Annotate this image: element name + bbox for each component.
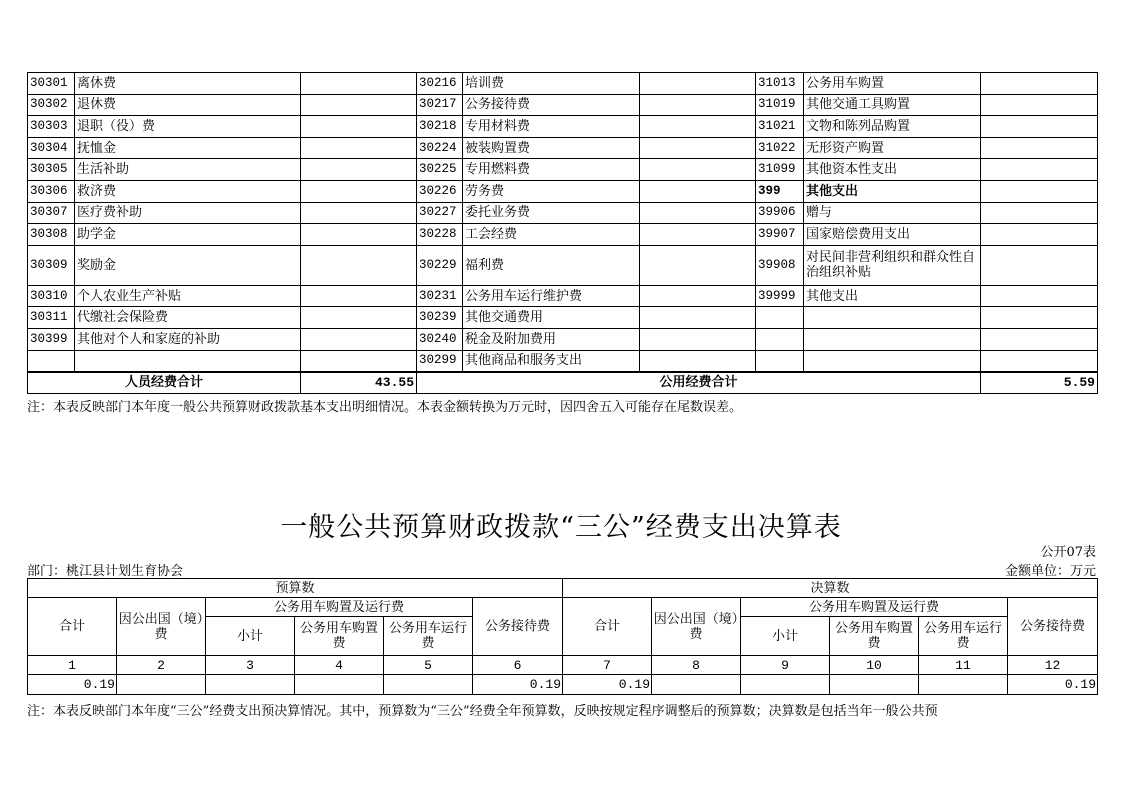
code-cell: 30309 bbox=[28, 245, 75, 285]
code-cell: 31021 bbox=[756, 116, 804, 138]
budget-purchase-header: 公务用车购置费 bbox=[295, 617, 384, 656]
amount-cell bbox=[981, 328, 1098, 350]
amount-cell bbox=[640, 224, 756, 246]
code-cell: 30229 bbox=[417, 245, 463, 285]
name-cell: 其他对个人和家庭的补助 bbox=[75, 328, 301, 350]
code-cell bbox=[756, 307, 804, 329]
code-cell: 30307 bbox=[28, 202, 75, 224]
code-cell: 39907 bbox=[756, 224, 804, 246]
code-cell: 30305 bbox=[28, 159, 75, 181]
code-cell: 30308 bbox=[28, 224, 75, 246]
amount-cell bbox=[301, 245, 417, 285]
table1-note: 注：本表反映部门本年度一般公共预算财政拨款基本支出明细情况。本表金额转换为万元时，因四舍五入可能存在尾数误差。 bbox=[27, 400, 743, 415]
public-total-value: 5.59 bbox=[981, 372, 1098, 394]
budget-operation-header: 公务用车运行费 bbox=[384, 617, 473, 656]
amount-cell bbox=[640, 307, 756, 329]
amount-cell bbox=[640, 328, 756, 350]
value-cell bbox=[117, 675, 206, 695]
totals-row bbox=[28, 372, 1098, 394]
value-cell bbox=[206, 675, 295, 695]
name-cell: 医疗费补助 bbox=[75, 202, 301, 224]
value-cell bbox=[830, 675, 919, 695]
code-cell: 30311 bbox=[28, 307, 75, 329]
value-cell bbox=[295, 675, 384, 695]
table-row bbox=[28, 202, 1098, 224]
name-cell: 专用燃料费 bbox=[463, 159, 640, 181]
name-cell: 文物和陈列品购置 bbox=[804, 116, 981, 138]
code-cell: 399 bbox=[756, 180, 804, 202]
value-cell: 0.19 bbox=[28, 675, 117, 695]
name-cell: 其他商品和服务支出 bbox=[463, 350, 640, 372]
amount-cell bbox=[981, 224, 1098, 246]
amount-cell bbox=[981, 137, 1098, 159]
name-cell: 抚恤金 bbox=[75, 137, 301, 159]
final-vehicle-header: 公务用车购置及运行费 bbox=[741, 598, 1008, 617]
code-cell: 30218 bbox=[417, 116, 463, 138]
code-cell: 39906 bbox=[756, 202, 804, 224]
final-subtotal-header: 小计 bbox=[741, 617, 830, 656]
final-header: 决算数 bbox=[563, 579, 1098, 598]
amount-cell bbox=[981, 116, 1098, 138]
code-cell: 30224 bbox=[417, 137, 463, 159]
form-number: 公开07表 bbox=[1040, 545, 1096, 560]
value-cell: 0.19 bbox=[1008, 675, 1098, 695]
amount-cell bbox=[981, 180, 1098, 202]
name-cell: 其他交通费用 bbox=[463, 307, 640, 329]
amount-cell bbox=[981, 245, 1098, 285]
value-cell bbox=[741, 675, 830, 695]
amount-cell bbox=[981, 73, 1098, 95]
name-cell: 退职（役）费 bbox=[75, 116, 301, 138]
column-number-cell: 8 bbox=[652, 656, 741, 675]
table-row bbox=[28, 350, 1098, 372]
name-cell: 委托业务费 bbox=[463, 202, 640, 224]
name-cell: 无形资产购置 bbox=[804, 137, 981, 159]
code-cell: 31013 bbox=[756, 73, 804, 95]
amount-unit-label: 金额单位：万元 bbox=[1004, 564, 1096, 579]
code-cell: 30231 bbox=[417, 285, 463, 307]
column-number-cell: 4 bbox=[295, 656, 384, 675]
table-row bbox=[28, 94, 1098, 116]
final-abroad-header: 因公出国（境）费 bbox=[652, 598, 741, 656]
code-cell bbox=[756, 350, 804, 372]
column-number-cell: 9 bbox=[741, 656, 830, 675]
code-cell: 30304 bbox=[28, 137, 75, 159]
amount-cell bbox=[981, 94, 1098, 116]
amount-cell bbox=[301, 202, 417, 224]
name-cell bbox=[804, 350, 981, 372]
name-cell: 奖励金 bbox=[75, 245, 301, 285]
three-public-expenses-table bbox=[27, 578, 1098, 695]
code-cell: 30302 bbox=[28, 94, 75, 116]
amount-cell bbox=[640, 180, 756, 202]
department-label: 部门：桃江县计划生育协会 bbox=[27, 564, 184, 579]
personnel-total-label: 人员经费合计 bbox=[28, 372, 301, 394]
amount-cell bbox=[640, 73, 756, 95]
amount-cell bbox=[301, 137, 417, 159]
name-cell: 公务用车购置 bbox=[804, 73, 981, 95]
name-cell: 退休费 bbox=[75, 94, 301, 116]
amount-cell bbox=[301, 350, 417, 372]
amount-cell bbox=[301, 285, 417, 307]
code-cell: 30226 bbox=[417, 180, 463, 202]
name-cell: 其他支出 bbox=[804, 180, 981, 202]
code-cell: 30239 bbox=[417, 307, 463, 329]
public-total-label: 公用经费合计 bbox=[417, 372, 981, 394]
code-cell: 30228 bbox=[417, 224, 463, 246]
column-number-cell: 10 bbox=[830, 656, 919, 675]
values-row bbox=[28, 675, 1098, 695]
code-cell: 30399 bbox=[28, 328, 75, 350]
value-cell: 0.19 bbox=[563, 675, 652, 695]
code-cell: 30217 bbox=[417, 94, 463, 116]
table-row bbox=[28, 224, 1098, 246]
amount-cell bbox=[301, 224, 417, 246]
table-row bbox=[28, 159, 1098, 181]
code-cell: 30303 bbox=[28, 116, 75, 138]
name-cell: 国家赔偿费用支出 bbox=[804, 224, 981, 246]
budget-subtotal-header: 小计 bbox=[206, 617, 295, 656]
name-cell: 其他支出 bbox=[804, 285, 981, 307]
name-cell: 被装购置费 bbox=[463, 137, 640, 159]
amount-cell bbox=[640, 116, 756, 138]
column-number-cell: 11 bbox=[919, 656, 1008, 675]
final-reception-header: 公务接待费 bbox=[1008, 598, 1098, 656]
code-cell: 30310 bbox=[28, 285, 75, 307]
amount-cell bbox=[981, 202, 1098, 224]
code-cell: 30225 bbox=[417, 159, 463, 181]
name-cell: 劳务费 bbox=[463, 180, 640, 202]
name-cell: 其他资本性支出 bbox=[804, 159, 981, 181]
name-cell: 对民间非营利组织和群众性自治组织补贴 bbox=[804, 245, 981, 285]
amount-cell bbox=[640, 94, 756, 116]
name-cell: 救济费 bbox=[75, 180, 301, 202]
amount-cell bbox=[301, 73, 417, 95]
name-cell: 代缴社会保险费 bbox=[75, 307, 301, 329]
table-row bbox=[28, 73, 1098, 95]
amount-cell bbox=[640, 159, 756, 181]
final-operation-header: 公务用车运行费 bbox=[919, 617, 1008, 656]
name-cell: 个人农业生产补贴 bbox=[75, 285, 301, 307]
column-number-row bbox=[28, 656, 1098, 675]
name-cell bbox=[804, 307, 981, 329]
code-cell bbox=[28, 350, 75, 372]
code-cell: 30301 bbox=[28, 73, 75, 95]
column-number-cell: 2 bbox=[117, 656, 206, 675]
amount-cell bbox=[301, 94, 417, 116]
name-cell: 专用材料费 bbox=[463, 116, 640, 138]
table-row bbox=[28, 285, 1098, 307]
amount-cell bbox=[640, 350, 756, 372]
amount-cell bbox=[301, 180, 417, 202]
table-row bbox=[28, 245, 1098, 285]
table-row bbox=[28, 180, 1098, 202]
name-cell: 公务接待费 bbox=[463, 94, 640, 116]
amount-cell bbox=[301, 159, 417, 181]
code-cell: 31019 bbox=[756, 94, 804, 116]
code-cell bbox=[756, 328, 804, 350]
name-cell: 工会经费 bbox=[463, 224, 640, 246]
column-number-cell: 5 bbox=[384, 656, 473, 675]
amount-cell bbox=[640, 202, 756, 224]
code-cell: 30240 bbox=[417, 328, 463, 350]
personnel-total-value: 43.55 bbox=[301, 372, 417, 394]
name-cell: 福利费 bbox=[463, 245, 640, 285]
budget-abroad-header: 因公出国（境）费 bbox=[117, 598, 206, 656]
name-cell: 培训费 bbox=[463, 73, 640, 95]
amount-cell bbox=[981, 350, 1098, 372]
budget-header: 预算数 bbox=[28, 579, 563, 598]
code-cell: 30216 bbox=[417, 73, 463, 95]
table-row bbox=[28, 328, 1098, 350]
amount-cell bbox=[640, 137, 756, 159]
code-cell: 30299 bbox=[417, 350, 463, 372]
name-cell: 赠与 bbox=[804, 202, 981, 224]
name-cell bbox=[804, 328, 981, 350]
budget-reception-header: 公务接待费 bbox=[473, 598, 563, 656]
column-number-cell: 7 bbox=[563, 656, 652, 675]
value-cell bbox=[652, 675, 741, 695]
budget-vehicle-header: 公务用车购置及运行费 bbox=[206, 598, 473, 617]
amount-cell bbox=[640, 245, 756, 285]
code-cell: 39908 bbox=[756, 245, 804, 285]
table-row bbox=[28, 307, 1098, 329]
amount-cell bbox=[301, 116, 417, 138]
code-cell: 31099 bbox=[756, 159, 804, 181]
value-cell: 0.19 bbox=[473, 675, 563, 695]
final-purchase-header: 公务用车购置费 bbox=[830, 617, 919, 656]
page-title: 一般公共预算财政拨款“三公”经费支出决算表 bbox=[280, 512, 842, 543]
amount-cell bbox=[640, 285, 756, 307]
amount-cell bbox=[301, 307, 417, 329]
value-cell bbox=[384, 675, 473, 695]
column-number-cell: 1 bbox=[28, 656, 117, 675]
amount-cell bbox=[981, 285, 1098, 307]
table2-note: 注：本表反映部门本年度“三公”经费支出预决算情况。其中，预算数为“三公”经费全年预算数，反映按规定程序调整后的预算数；决算数是包括当年一般公共预 bbox=[27, 704, 938, 719]
name-cell: 其他交通工具购置 bbox=[804, 94, 981, 116]
budget-total-header: 合计 bbox=[28, 598, 117, 656]
name-cell: 公务用车运行维护费 bbox=[463, 285, 640, 307]
amount-cell bbox=[301, 328, 417, 350]
amount-cell bbox=[981, 159, 1098, 181]
code-cell: 30306 bbox=[28, 180, 75, 202]
code-cell: 30227 bbox=[417, 202, 463, 224]
basic-expenditure-table bbox=[27, 72, 1098, 394]
final-total-header: 合计 bbox=[563, 598, 652, 656]
name-cell bbox=[75, 350, 301, 372]
value-cell bbox=[919, 675, 1008, 695]
code-cell: 39999 bbox=[756, 285, 804, 307]
name-cell: 助学金 bbox=[75, 224, 301, 246]
table-row bbox=[28, 137, 1098, 159]
name-cell: 税金及附加费用 bbox=[463, 328, 640, 350]
column-number-cell: 3 bbox=[206, 656, 295, 675]
column-number-cell: 6 bbox=[473, 656, 563, 675]
name-cell: 离休费 bbox=[75, 73, 301, 95]
table-row bbox=[28, 116, 1098, 138]
column-number-cell: 12 bbox=[1008, 656, 1098, 675]
amount-cell bbox=[981, 307, 1098, 329]
name-cell: 生活补助 bbox=[75, 159, 301, 181]
code-cell: 31022 bbox=[756, 137, 804, 159]
